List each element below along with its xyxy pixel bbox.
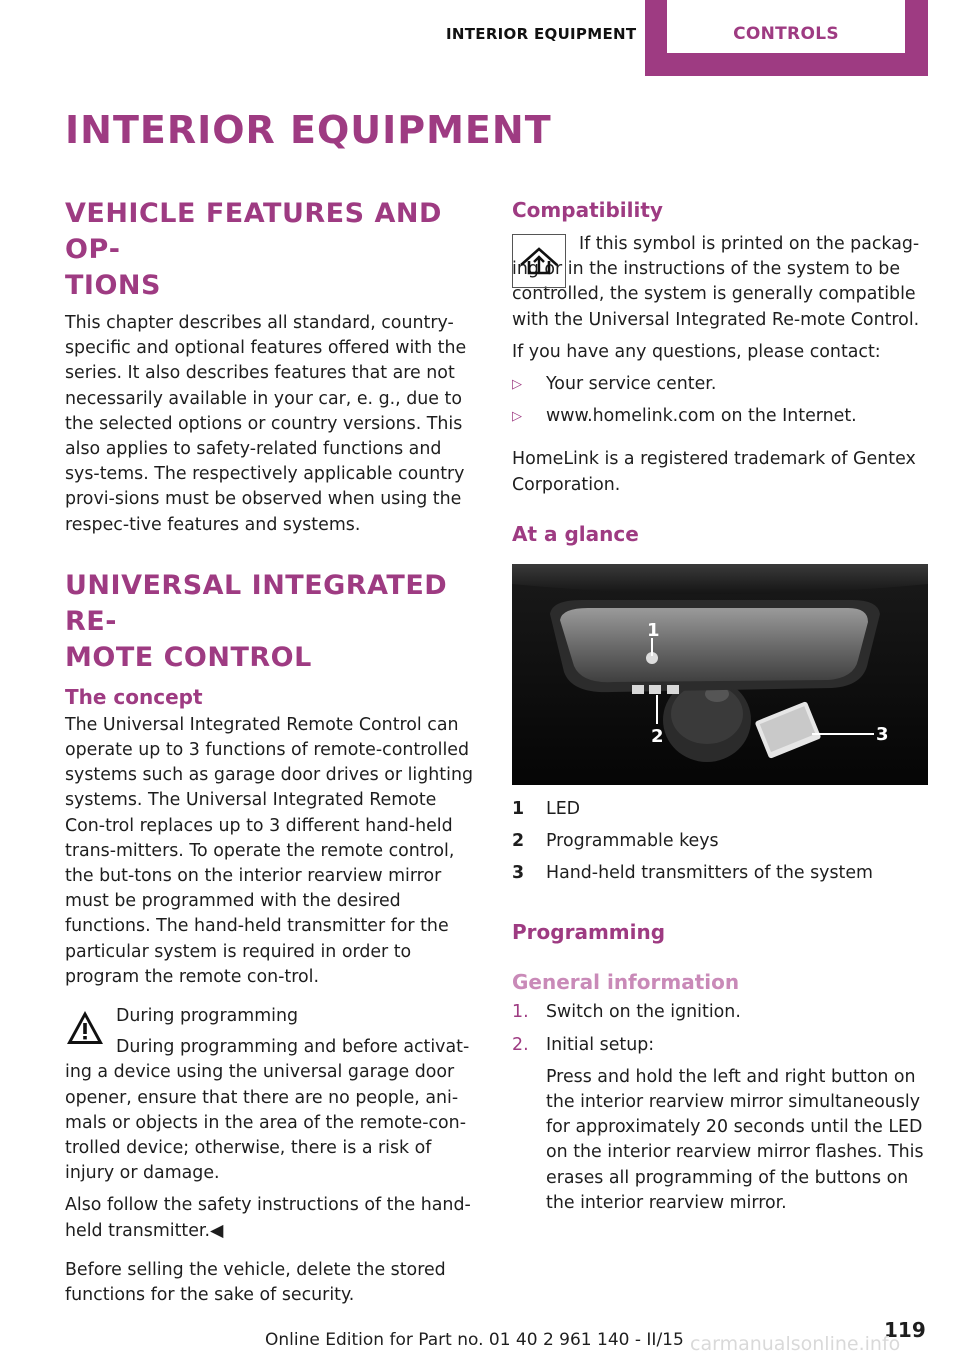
step-item xyxy=(512,1000,928,1025)
contact-item xyxy=(512,404,928,429)
heading-general-information: General information xyxy=(512,970,740,995)
heading-programming: Programming xyxy=(512,920,666,945)
warning-title: During programming xyxy=(116,1006,299,1027)
chapter-tab xyxy=(645,0,928,76)
follow-instructions-text: Also follow the safety instructions of the hand-held transmitter.◀ xyxy=(65,1195,471,1241)
step-text: Switch on the ignition. xyxy=(546,1002,741,1023)
heading-line-2: MOTE CONTROL xyxy=(65,641,312,673)
legend-text: LED xyxy=(546,798,581,819)
page-number: 119 xyxy=(884,1318,926,1342)
step-number: 2. xyxy=(512,1034,529,1055)
heading-line-2: TIONS xyxy=(65,270,161,301)
edition-text: Online Edition for Part no. 01 40 2 961 140 - II/15 xyxy=(265,1330,684,1350)
warning-text: During programming and before activat‐ing a device using the universal garage door opener, ensure that there are no people, ani‐mals or objects in the area of the remote-con‐trolled device; otherwise, there is a risk of injury or damage. xyxy=(65,1037,470,1184)
contact-text: www.homelink.com on the Internet. xyxy=(546,406,857,427)
step-item xyxy=(512,1033,928,1216)
selling-text: Before selling the vehicle, delete the stored functions for the sake of security. xyxy=(65,1259,446,1306)
compatibility-paragraph: If this symbol is printed on the packag‐ing or in the instructions of the system to be controlled, the system is generally compatible with the Universal Integrated Re‐mote Control. xyxy=(512,234,920,330)
heading-the-concept: The concept xyxy=(65,684,203,709)
legend-text: Hand-held transmitters of the system xyxy=(546,863,873,884)
legend-number: 3 xyxy=(512,863,525,884)
bullet-triangle-icon: ▷ xyxy=(512,409,522,425)
legend-text: Programmable keys xyxy=(546,831,719,852)
page-title: INTERIOR EQUIPMENT xyxy=(65,108,552,152)
watermark: carmanualsonline.info xyxy=(690,1333,901,1355)
heading-vehicle-features xyxy=(65,196,480,304)
left-column xyxy=(65,196,480,1308)
figure-label-1: 1 xyxy=(647,619,660,641)
legend-number: 1 xyxy=(512,798,525,819)
step-number: 1. xyxy=(512,1002,529,1023)
figure-label-2: 2 xyxy=(651,725,664,747)
trademark-text: HomeLink is a registered trademark of Gentex Corporation. xyxy=(512,449,916,495)
homelink-symbol-icon xyxy=(512,234,566,288)
contact-item xyxy=(512,372,928,397)
heading-universal-remote xyxy=(65,568,480,676)
legend-number: 2 xyxy=(512,831,525,852)
contact-text: Your service center. xyxy=(546,374,717,395)
right-column xyxy=(512,196,928,1216)
step-text: Initial setup: xyxy=(546,1034,655,1055)
warning-block xyxy=(65,1004,480,1035)
legend-item xyxy=(512,797,928,822)
questions-text: If you have any questions, please contact: xyxy=(512,341,881,362)
figure-label-3: 3 xyxy=(876,723,889,745)
concept-paragraph: The Universal Integrated Remote Control can operate up to 3 functions of remote-controlled systems such as garage door drives or lighting systems. The Universal Integrated Remote Con‐trol replaces up to 3 different hand-held trans‐mitters. To operate the remote control, the but‐tons on the interior rearview mirror must be programmed with the desired functions. The hand-held transmitter for the particular system is required in order to program the remote con‐trol. xyxy=(65,714,474,987)
heading-compatibility: Compatibility xyxy=(512,198,663,222)
warning-icon xyxy=(65,1008,105,1048)
legend-item xyxy=(512,861,928,886)
bullet-triangle-icon: ▷ xyxy=(512,377,522,393)
mirror-illustration xyxy=(512,564,928,785)
step-detail: Press and hold the left and right button on the interior rearview mirror simultaneously for approximately 20 seconds until the LED on the interior rearview mirror flashes. This erases all programming of the buttons on the interior rearview mirror. xyxy=(546,1066,924,1213)
heading-line-1: VEHICLE FEATURES AND OP‐ xyxy=(65,198,442,265)
features-paragraph: This chapter describes all standard, country-specific and optional features offered with the series. It also describes features that are not necessarily available in your car, e. g., due to the selected options or country versions. This also applies to safety-related functions and sys‐tems. The respectively applicable country provi‐sions must be observed when using the respec‐tive features and systems. xyxy=(65,313,467,535)
chapter-tab-label: CONTROLS xyxy=(667,0,905,53)
legend-item xyxy=(512,829,928,854)
heading-at-a-glance: At a glance xyxy=(512,521,639,546)
running-header-section: INTERIOR EQUIPMENT xyxy=(446,25,637,43)
heading-line-1: UNIVERSAL INTEGRATED RE‐ xyxy=(65,569,448,637)
